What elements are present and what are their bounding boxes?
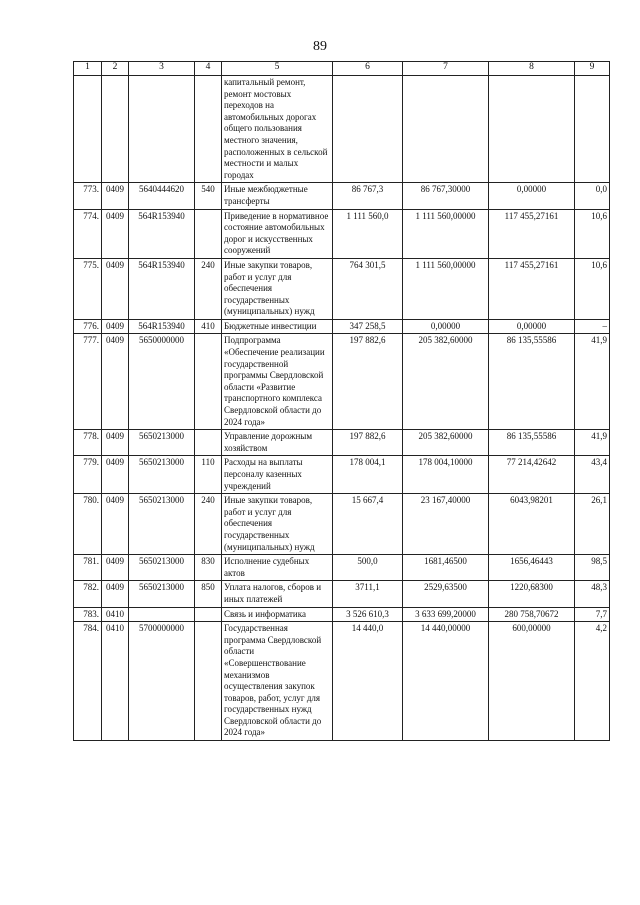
article-code-cell: 5700000000	[129, 622, 195, 741]
percent-cell: 10,6	[575, 209, 610, 258]
percent-cell: 41,9	[575, 430, 610, 456]
value-col7-cell: 178 004,10000	[403, 456, 489, 494]
percent-cell: 0,0	[575, 183, 610, 209]
percent-cell: –	[575, 319, 610, 334]
table-row	[74, 494, 610, 555]
value-col7-cell	[403, 76, 489, 183]
article-code-cell	[129, 607, 195, 622]
expense-type-cell	[195, 607, 222, 622]
expense-type-cell: 850	[195, 581, 222, 607]
value-col7-cell: 86 767,30000	[403, 183, 489, 209]
percent-cell: 4,2	[575, 622, 610, 741]
value-col6-cell: 178 004,1	[333, 456, 403, 494]
table-row	[74, 334, 610, 430]
expense-type-cell: 240	[195, 494, 222, 555]
section-code-cell: 0409	[102, 581, 129, 607]
value-col7-cell: 0,00000	[403, 319, 489, 334]
value-col8-cell: 86 135,55586	[489, 430, 575, 456]
section-code-cell: 0409	[102, 258, 129, 319]
section-code-cell: 0409	[102, 319, 129, 334]
row-number-cell: 780.	[74, 494, 102, 555]
table-row	[74, 622, 610, 741]
percent-cell: 41,9	[575, 334, 610, 430]
header-cell: 1	[74, 62, 102, 76]
article-code-cell: 5650213000	[129, 581, 195, 607]
item-name-cell: капитальный ремонт, ремонт мостовых переходов на автомобильных дорогах общего пользования местного значения, расположенных в сельской местности и малых городах	[222, 76, 333, 183]
table-row	[74, 581, 610, 607]
expense-type-cell	[195, 209, 222, 258]
row-number-cell: 773.	[74, 183, 102, 209]
item-name-cell: Иные закупки товаров, работ и услуг для обеспечения государственных (муниципальных) нужд	[222, 258, 333, 319]
percent-cell: 98,5	[575, 555, 610, 581]
item-name-cell: Государственная программа Свердловской области «Совершенствование механизмов осуществления закупок товаров, работ, услуг для государственных нужд Свердловской области до 2024 года»	[222, 622, 333, 741]
item-name-cell: Иные закупки товаров, работ и услуг для обеспечения государственных (муниципальных) нужд	[222, 494, 333, 555]
header-cell: 7	[403, 62, 489, 76]
row-number-cell: 784.	[74, 622, 102, 741]
value-col8-cell: 280 758,70672	[489, 607, 575, 622]
value-col6-cell: 1 111 560,0	[333, 209, 403, 258]
row-number-cell: 774.	[74, 209, 102, 258]
item-name-cell: Уплата налогов, сборов и иных платежей	[222, 581, 333, 607]
article-code-cell: 564R153940	[129, 319, 195, 334]
value-col8-cell: 117 455,27161	[489, 258, 575, 319]
section-code-cell: 0409	[102, 430, 129, 456]
percent-cell: 26,1	[575, 494, 610, 555]
page-number: 89	[313, 39, 327, 54]
value-col6-cell: 86 767,3	[333, 183, 403, 209]
value-col8-cell: 77 214,42642	[489, 456, 575, 494]
expense-type-cell: 110	[195, 456, 222, 494]
article-code-cell: 564R153940	[129, 209, 195, 258]
row-number-cell: 779.	[74, 456, 102, 494]
section-code-cell: 0409	[102, 334, 129, 430]
row-number-cell: 782.	[74, 581, 102, 607]
header-cell: 3	[129, 62, 195, 76]
value-col7-cell: 205 382,60000	[403, 430, 489, 456]
article-code-cell: 5650213000	[129, 494, 195, 555]
section-code-cell: 0409	[102, 456, 129, 494]
value-col8-cell	[489, 76, 575, 183]
table-row	[74, 183, 610, 209]
row-number-cell: 778.	[74, 430, 102, 456]
header-cell: 8	[489, 62, 575, 76]
value-col6-cell	[333, 76, 403, 183]
value-col8-cell: 117 455,27161	[489, 209, 575, 258]
expense-type-cell: 410	[195, 319, 222, 334]
value-col6-cell: 14 440,0	[333, 622, 403, 741]
value-col7-cell: 2529,63500	[403, 581, 489, 607]
table-row	[74, 209, 610, 258]
row-number-cell: 776.	[74, 319, 102, 334]
value-col8-cell: 1220,68300	[489, 581, 575, 607]
article-code-cell: 5650213000	[129, 430, 195, 456]
value-col6-cell: 197 882,6	[333, 334, 403, 430]
value-col7-cell: 1 111 560,00000	[403, 209, 489, 258]
value-col7-cell: 23 167,40000	[403, 494, 489, 555]
row-number-cell: 783.	[74, 607, 102, 622]
value-col8-cell: 6043,98201	[489, 494, 575, 555]
section-code-cell: 0409	[102, 183, 129, 209]
section-code-cell: 0409	[102, 555, 129, 581]
value-col7-cell: 14 440,00000	[403, 622, 489, 741]
table-row	[74, 258, 610, 319]
header-cell: 6	[333, 62, 403, 76]
value-col8-cell: 1656,46443	[489, 555, 575, 581]
header-cell: 2	[102, 62, 129, 76]
table-row	[74, 430, 610, 456]
value-col6-cell: 3711,1	[333, 581, 403, 607]
value-col7-cell: 3 633 699,20000	[403, 607, 489, 622]
section-code-cell	[102, 76, 129, 183]
article-code-cell	[129, 76, 195, 183]
item-name-cell: Подпрограмма «Обеспечение реализации государственной программы Свердловской области «Развитие транспортного комплекса Свердловской области до 2024 года»	[222, 334, 333, 430]
expense-type-cell	[195, 622, 222, 741]
value-col6-cell: 500,0	[333, 555, 403, 581]
header-cell: 9	[575, 62, 610, 76]
row-number-cell: 777.	[74, 334, 102, 430]
item-name-cell: Управление дорожным хозяйством	[222, 430, 333, 456]
value-col6-cell: 3 526 610,3	[333, 607, 403, 622]
budget-table	[73, 61, 610, 741]
item-name-cell: Связь и информатика	[222, 607, 333, 622]
article-code-cell: 5650000000	[129, 334, 195, 430]
value-col7-cell: 1681,46500	[403, 555, 489, 581]
table-row	[74, 319, 610, 334]
percent-cell: 43,4	[575, 456, 610, 494]
table-row	[74, 456, 610, 494]
table-row	[74, 607, 610, 622]
header-cell: 4	[195, 62, 222, 76]
value-col6-cell: 15 667,4	[333, 494, 403, 555]
section-code-cell: 0410	[102, 622, 129, 741]
value-col7-cell: 1 111 560,00000	[403, 258, 489, 319]
article-code-cell: 564R153940	[129, 258, 195, 319]
table-row	[74, 555, 610, 581]
expense-type-cell: 240	[195, 258, 222, 319]
row-number-cell	[74, 76, 102, 183]
article-code-cell: 5650213000	[129, 555, 195, 581]
value-col6-cell: 347 258,5	[333, 319, 403, 334]
percent-cell	[575, 76, 610, 183]
header-cell: 5	[222, 62, 333, 76]
item-name-cell: Расходы на выплаты персоналу казенных учреждений	[222, 456, 333, 494]
table-body	[74, 76, 610, 741]
table-row	[74, 76, 610, 183]
value-col8-cell: 0,00000	[489, 319, 575, 334]
article-code-cell: 5640444620	[129, 183, 195, 209]
value-col8-cell: 0,00000	[489, 183, 575, 209]
section-code-cell: 0409	[102, 209, 129, 258]
value-col7-cell: 205 382,60000	[403, 334, 489, 430]
percent-cell: 7,7	[575, 607, 610, 622]
percent-cell: 10,6	[575, 258, 610, 319]
section-code-cell: 0409	[102, 494, 129, 555]
item-name-cell: Бюджетные инвестиции	[222, 319, 333, 334]
value-col8-cell: 86 135,55586	[489, 334, 575, 430]
value-col6-cell: 197 882,6	[333, 430, 403, 456]
expense-type-cell	[195, 76, 222, 183]
item-name-cell: Иные межбюджетные трансферты	[222, 183, 333, 209]
expense-type-cell	[195, 334, 222, 430]
value-col6-cell: 764 301,5	[333, 258, 403, 319]
header-row	[74, 62, 610, 76]
expense-type-cell: 830	[195, 555, 222, 581]
item-name-cell: Приведение в нормативное состояние автомобильных дорог и искусственных сооружений	[222, 209, 333, 258]
row-number-cell: 775.	[74, 258, 102, 319]
section-code-cell: 0410	[102, 607, 129, 622]
expense-type-cell	[195, 430, 222, 456]
percent-cell: 48,3	[575, 581, 610, 607]
row-number-cell: 781.	[74, 555, 102, 581]
value-col8-cell: 600,00000	[489, 622, 575, 741]
article-code-cell: 5650213000	[129, 456, 195, 494]
item-name-cell: Исполнение судебных актов	[222, 555, 333, 581]
expense-type-cell: 540	[195, 183, 222, 209]
